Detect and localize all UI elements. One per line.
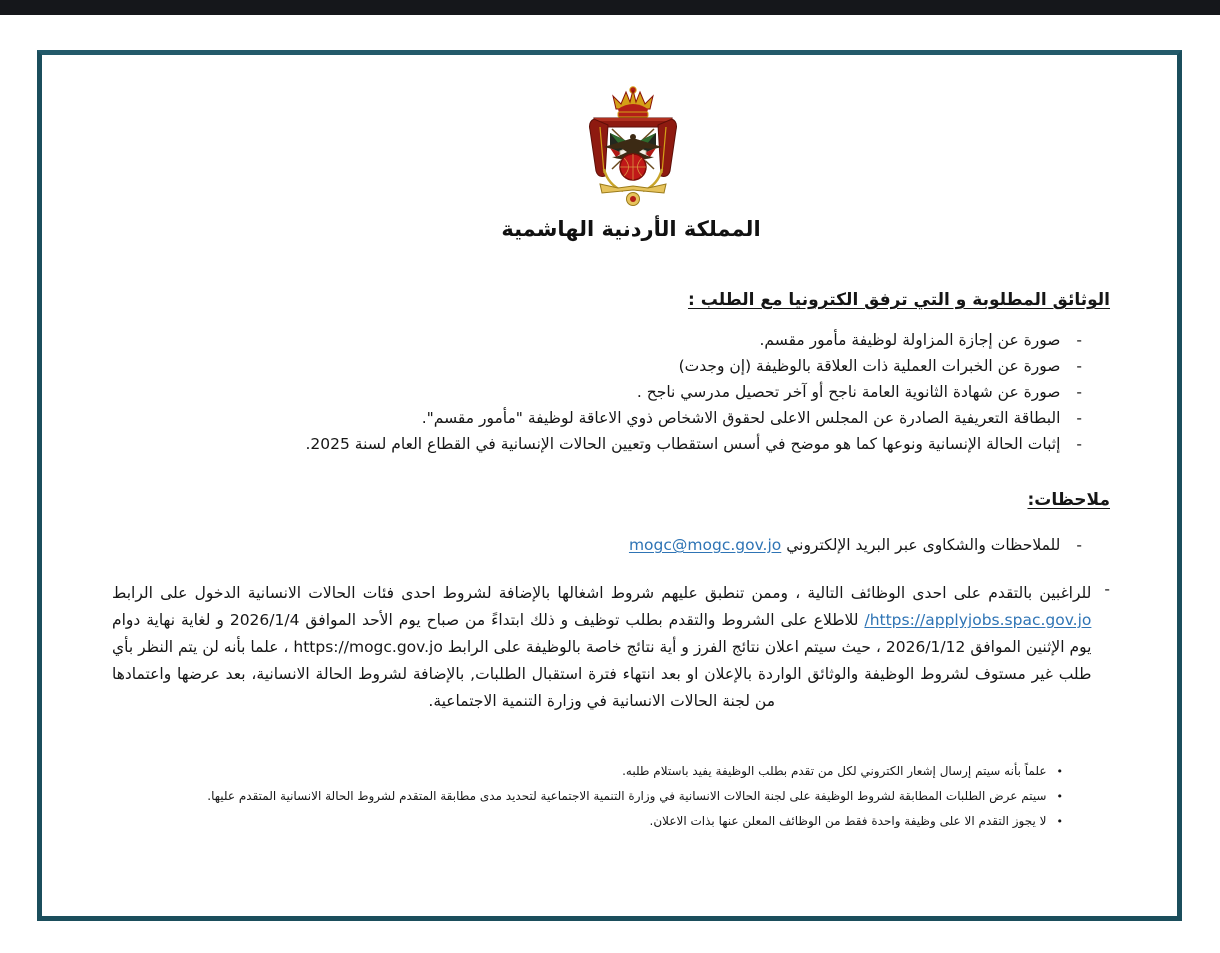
footnote-text: لا يجوز التقدم الا على وظيفة واحدة فقط من الوظائف المعلن عنها بذات الاعلان. bbox=[649, 814, 1047, 828]
results-url-text: https://mogc.gov.jo bbox=[293, 638, 443, 656]
instructions-part-1: للراغبين بالتقدم على احدى الوظائف التالية ، وممن تنطبق عليهم شروط اشغالها بالإضافة لشروط احدى فئات الحالات الانسانية الدخول على الرابط bbox=[112, 584, 1092, 602]
footnote-text: سيتم عرض الطلبات المطابقة لشروط الوظيفة على لجنة الحالات الانسانية في وزارة التنمية الاجتماعية لتحديد مدى مطابقة المتقدم لشروط الحالة الانسانية المتقدم عليها. bbox=[207, 789, 1047, 803]
footnote-text: علماً بأنه سيتم إرسال إشعار الكتروني لكل من تقدم بطلب الوظيفة يفيد باستلام طلبه. bbox=[622, 764, 1047, 778]
jordan-coat-of-arms-icon bbox=[576, 85, 690, 209]
document-item-text: إثبات الحالة الإنسانية ونوعها كما هو موضح في أسس استقطاب وتعيين الحالات الإنسانية في القطاع العام لسنة 2025. bbox=[305, 435, 1061, 453]
instructions-part-3: ، علما بأنه لن يتم النظر بأي طلب غير مستوف لشروط الوظيفة والوثائق الواردة بالإعلان او بعد انتهاء فترة استقبال الطلبات, بالإضافة لشروط الحالة الانسانية، بعد عرضها واعتمادها من لجنة الحالات الانسانية في وزارة التنمية الاجتماعية. bbox=[112, 638, 1092, 710]
documents-section-heading: الوثائق المطلوبة و التي ترفق الكترونيا مع الطلب : bbox=[687, 290, 1110, 310]
dash-bullet-icon: - bbox=[1076, 357, 1082, 375]
document-list-item bbox=[112, 405, 1082, 431]
document-item-text: البطاقة التعريفية الصادرة عن المجلس الاعلى لحقوق الاشخاص ذوي الاعاقة لوظيفة "مأمور مقسم". bbox=[421, 409, 1061, 427]
footnote-item bbox=[132, 809, 1063, 834]
document-item-text: صورة عن إجازة المزاولة لوظيفة مأمور مقسم. bbox=[759, 331, 1061, 349]
round-bullet-icon: • bbox=[1056, 790, 1063, 803]
feedback-email-line bbox=[112, 533, 1110, 557]
dash-bullet-icon: - bbox=[1076, 331, 1082, 349]
dash-bullet-icon: - bbox=[1076, 409, 1082, 427]
dash-bullet-icon: - bbox=[1104, 580, 1110, 598]
feedback-email-label: للملاحظات والشكاوى عبر البريد الإلكتروني bbox=[786, 536, 1061, 554]
document-list-item bbox=[112, 431, 1082, 457]
kingdom-name-calligraphy: المملكة الأردنية الهاشمية bbox=[501, 217, 761, 241]
footnote-item bbox=[132, 784, 1063, 809]
footnotes-list bbox=[112, 759, 1110, 834]
footnote-item bbox=[132, 759, 1063, 784]
dash-bullet-icon: - bbox=[1076, 383, 1082, 401]
feedback-email-text bbox=[629, 533, 1060, 557]
emblem-row bbox=[134, 85, 1132, 213]
notes-section-heading: ملاحظات: bbox=[1027, 490, 1110, 510]
document-list-item bbox=[112, 353, 1082, 379]
round-bullet-icon: • bbox=[1056, 765, 1063, 778]
instructions-part-2: للاطلاع على الشروط والتقدم بطلب توظيف و ذلك ابتداءً من صباح يوم الأحد الموافق 2026/1/4 و لغاية نهاية دوام يوم الإثنين الموافق 2026/1/12 ، حيث سيتم اعلان نتائج الفرز و أية نتائج خاصة بالوظيفة على الرابط bbox=[112, 611, 1092, 656]
application-instructions-item bbox=[112, 580, 1110, 715]
window-top-bar bbox=[0, 0, 1220, 15]
documents-list bbox=[112, 327, 1110, 457]
dash-bullet-icon: - bbox=[1076, 536, 1082, 554]
feedback-email-link[interactable]: mogc@mogc.gov.jo bbox=[628, 536, 782, 554]
document-page-frame bbox=[37, 50, 1182, 921]
document-list-item bbox=[112, 327, 1082, 353]
round-bullet-icon: • bbox=[1056, 815, 1063, 828]
document-item-text: صورة عن الخبرات العملية ذات العلاقة بالوظيفة (إن وجدت) bbox=[678, 357, 1061, 375]
document-item-text: صورة عن شهادة الثانوية العامة ناجح أو آخر تحصيل مدرسي ناجح . bbox=[636, 383, 1061, 401]
document-list-item bbox=[112, 379, 1082, 405]
dash-bullet-icon: - bbox=[1076, 435, 1082, 453]
application-instructions-paragraph bbox=[112, 580, 1091, 715]
applyjobs-portal-link[interactable]: https://applyjobs.spac.gov.jo/ bbox=[864, 611, 1092, 629]
